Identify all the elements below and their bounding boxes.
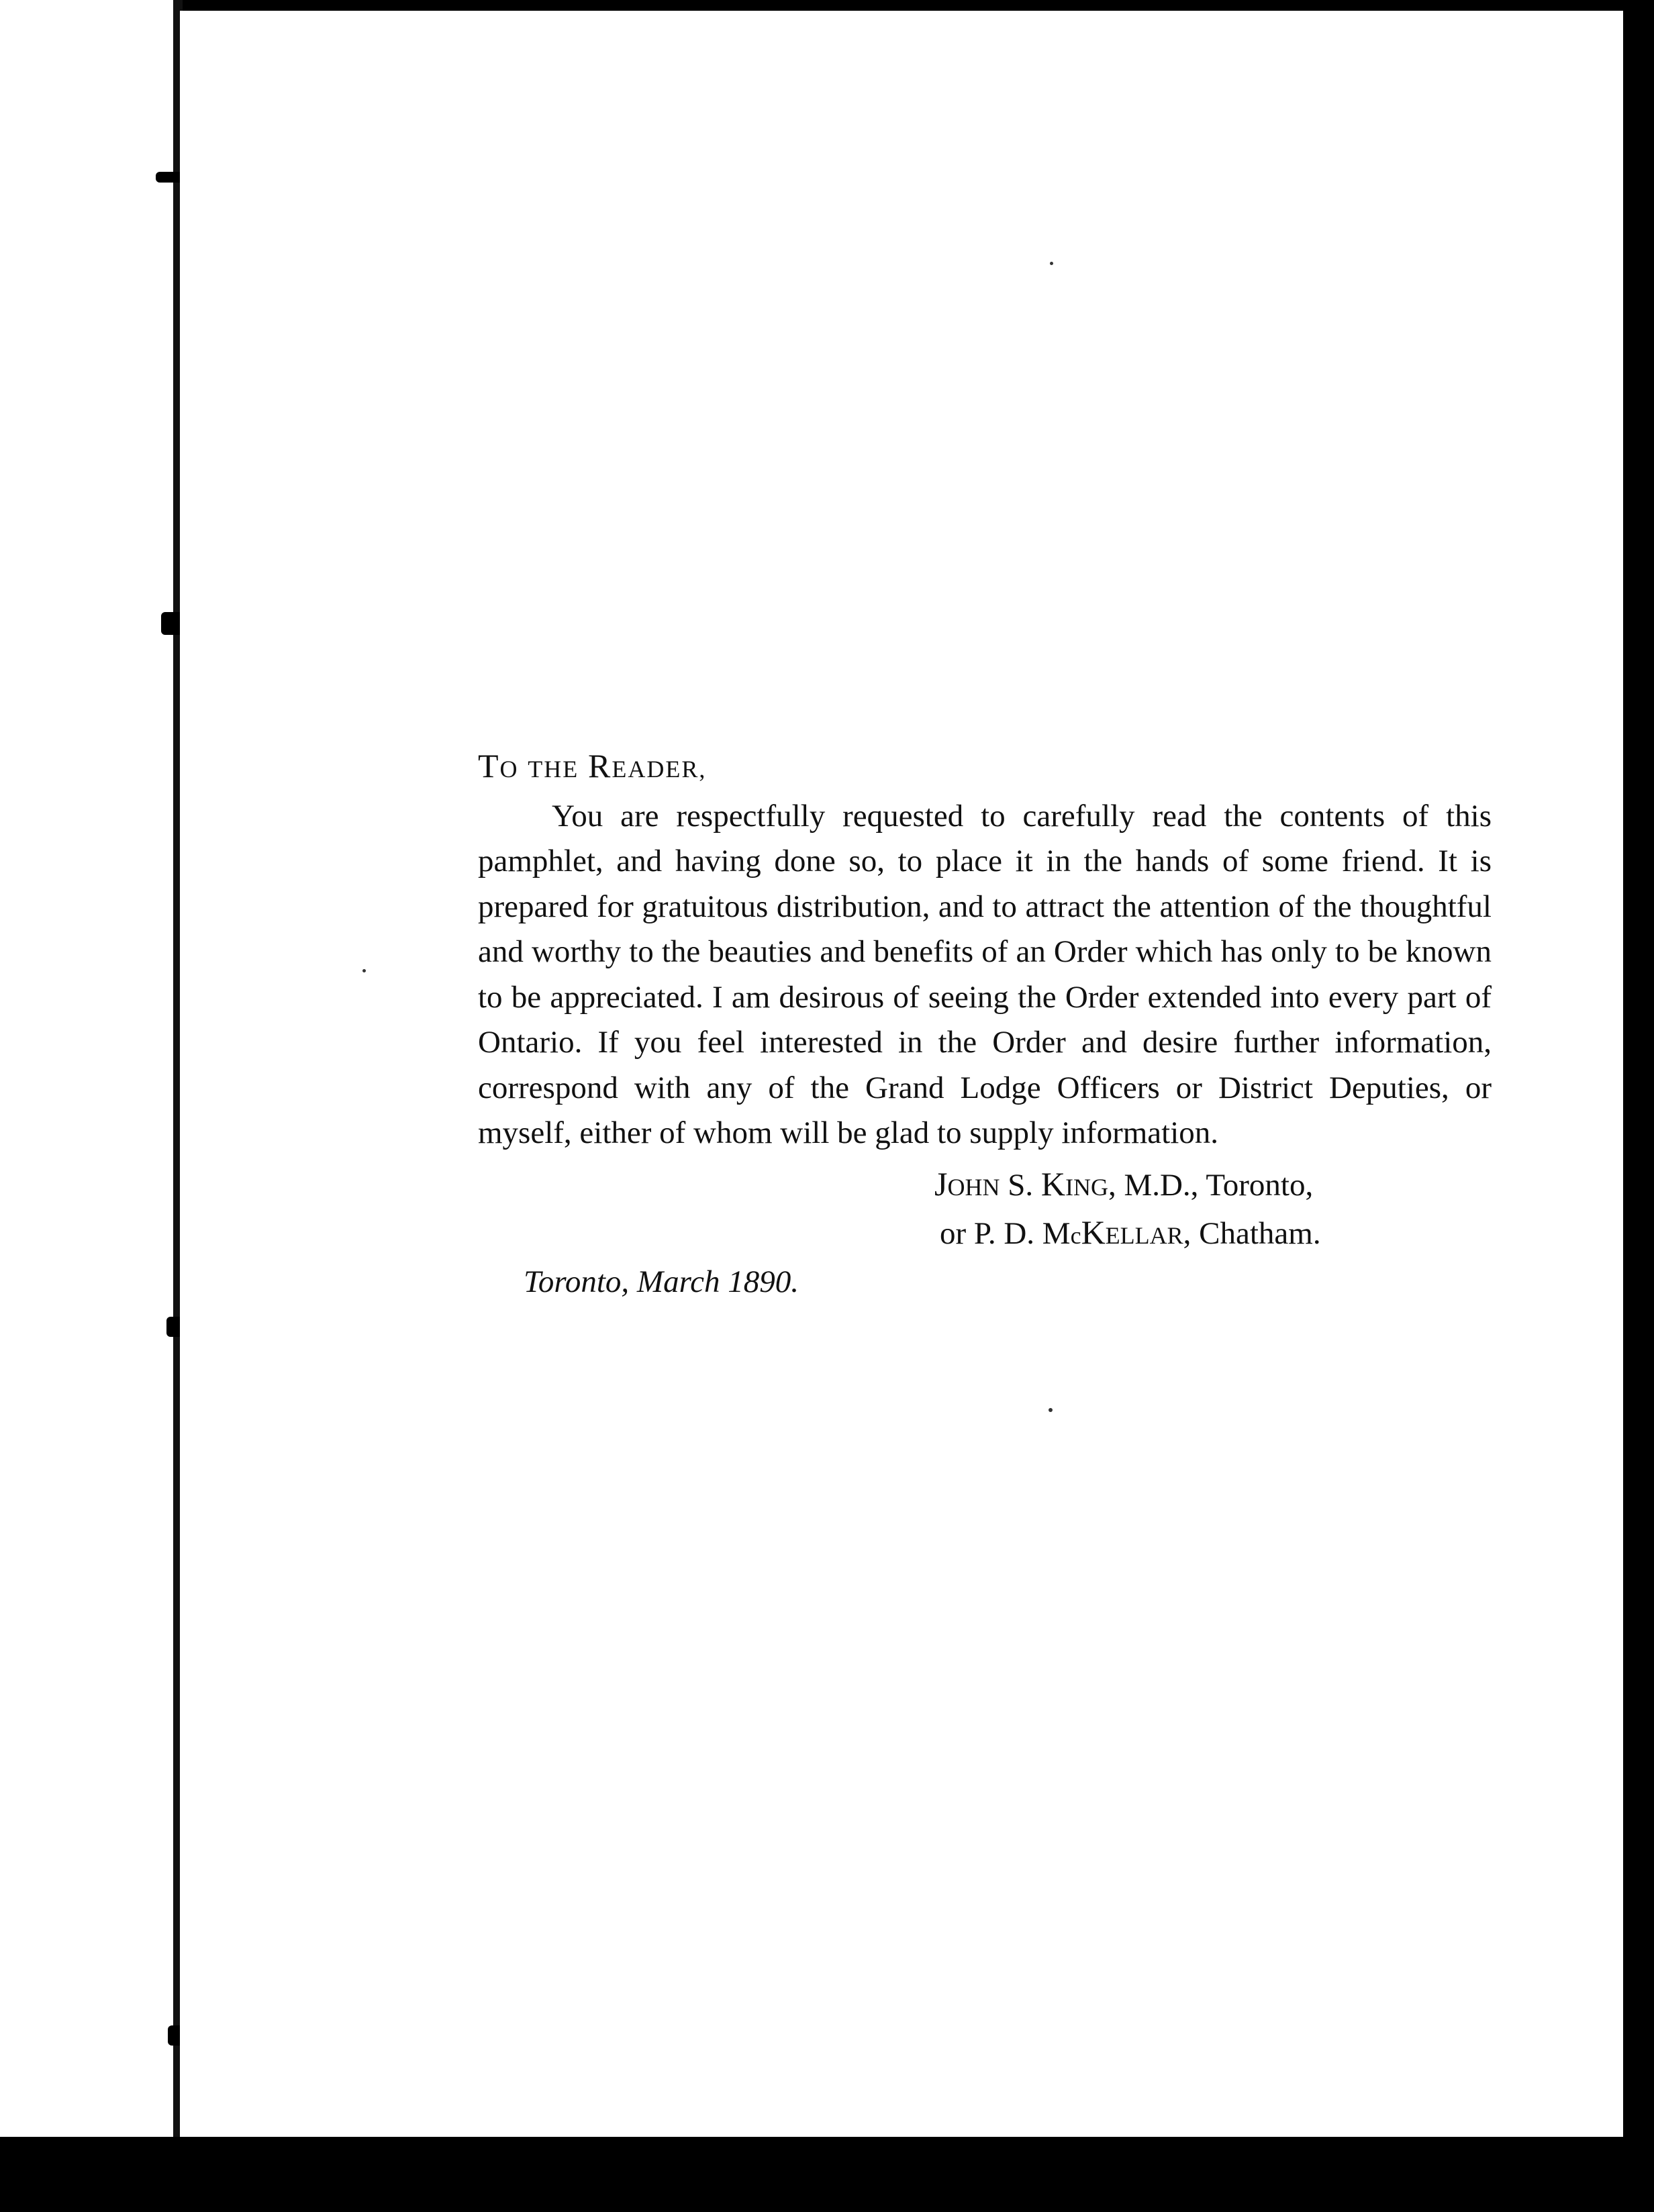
paper-speck <box>1050 262 1053 265</box>
page-edge-shadow <box>1623 0 1654 2212</box>
reader-notice <box>478 744 1492 1305</box>
scan-border-bottom <box>0 2137 1654 2212</box>
signature <box>478 1162 1492 1258</box>
paper-speck <box>362 969 366 972</box>
date-line: Toronto, March 1890. <box>524 1264 799 1299</box>
signature-line-king: JOHN S. KING, M.D., Toronto, <box>934 1164 1314 1203</box>
binding-margin <box>0 0 180 2212</box>
salutation: TO THE READER, <box>478 747 707 785</box>
signature-line-mckellar: or P. D. McKELLAR, Chatham. <box>940 1213 1321 1251</box>
paper-speck <box>1049 1408 1053 1412</box>
notice-body: You are respectfully requested to carefully read the contents of this pamphlet, and having done so, to place it in the hands of some friend. It is prepared for gratuitous distribution, and to attract the attention of the thoughtful and worthy to the beauties and benefits of an Order which has only to be known to be appreciated. I am desirous of seeing the Order extended into every part of Ontario. If you feel interested in the Order and desire further information, correspond with any of the Grand Lodge Officers or District Deputies, or myself, either of whom will be glad to supply information. <box>478 798 1492 1150</box>
